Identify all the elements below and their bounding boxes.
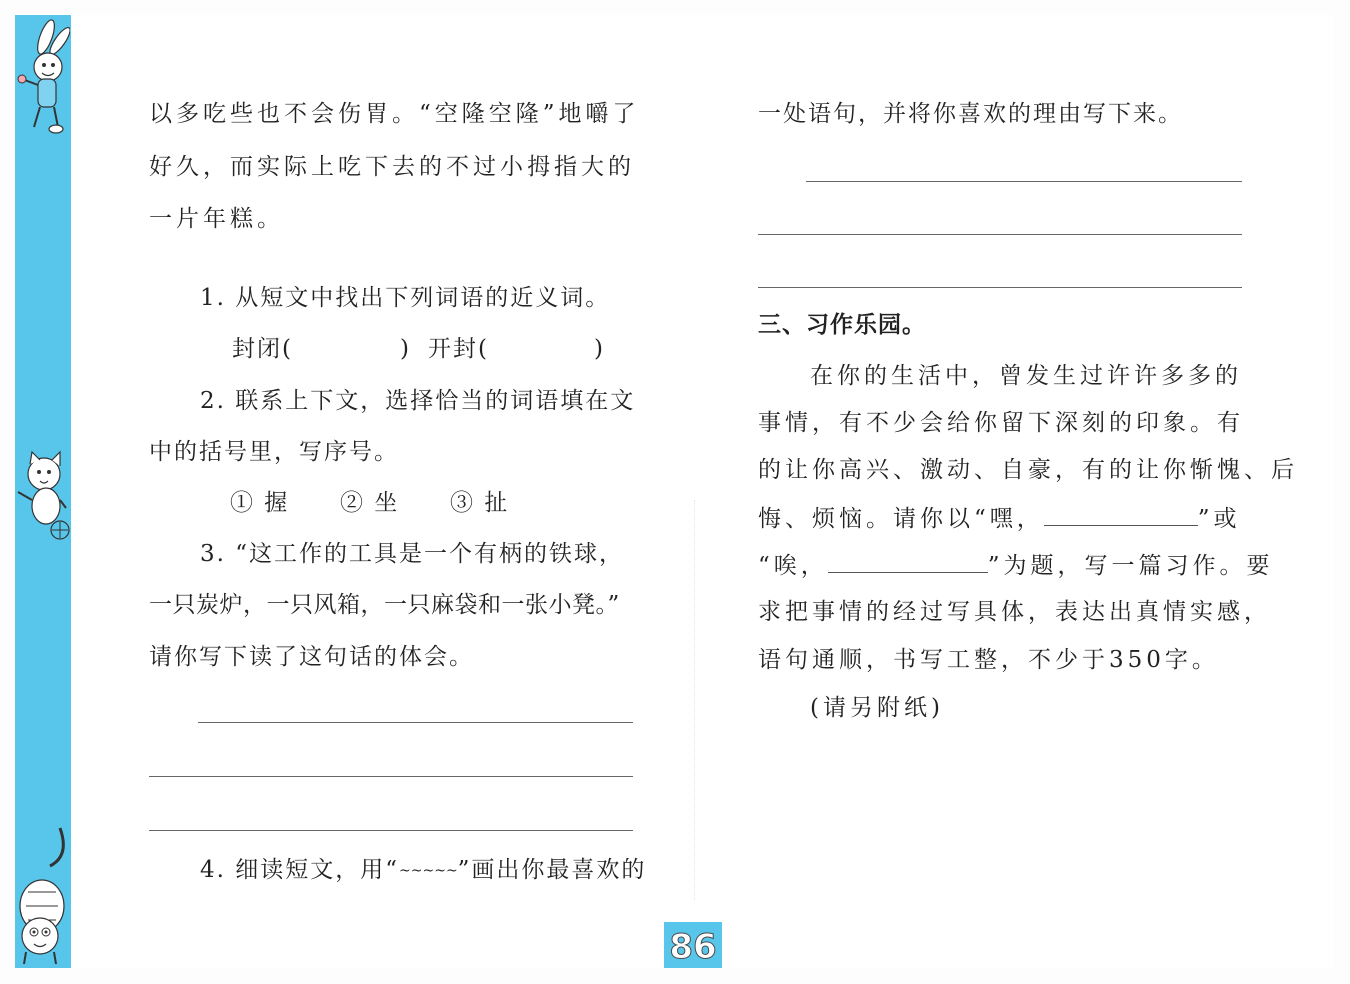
question-4-prompt-end: ”画出你最喜欢的	[457, 857, 647, 883]
title-prompt-sigh: “唉，	[758, 553, 828, 579]
title-prompt-or: ”或	[1197, 506, 1241, 532]
composition-line-7: 语句通顺，书写工整，不少于350字。	[758, 647, 1219, 673]
question-4-continued: 一处语句，并将你喜欢的理由写下来。	[758, 101, 1183, 127]
composition-line-6: 求把事情的经过写具体，表达出真情实感，	[758, 599, 1271, 625]
question-1-prompt: 1. 从短文中找出下列词语的近义词。	[200, 285, 611, 311]
answer-line-q4-1[interactable]	[806, 181, 1242, 182]
title-blank-hey[interactable]	[1044, 507, 1198, 526]
rabbit-illustration	[0, 15, 70, 135]
synonym-word-2: 开封(	[428, 336, 489, 362]
synonym-close-paren-1: )	[400, 336, 411, 362]
question-2-prompt-line-1: 2. 联系上下文，选择恰当的词语填在文	[200, 388, 636, 414]
question-2-prompt-line-2: 中的括号里，写序号。	[149, 439, 399, 465]
page-number: 86	[664, 922, 722, 968]
answer-line-q3-1[interactable]	[198, 722, 633, 723]
option-3: ③ 扯	[450, 490, 510, 516]
tiger-illustration	[0, 826, 70, 968]
composition-line-4	[758, 507, 1241, 531]
page-fold	[694, 500, 695, 900]
composition-line-1: 在你的生活中，曾发生过许许多多的	[810, 363, 1242, 389]
wavy-line-mark: ~~~~~	[399, 863, 458, 879]
passage-line-2: 好久，而实际上吃下去的不过小拇指大的	[149, 154, 635, 180]
passage-line-3: 一片年糕。	[149, 206, 284, 232]
composition-line-2: 事情，有不少会给你留下深刻的印象。有	[758, 410, 1244, 436]
answer-line-q4-2[interactable]	[758, 234, 1242, 235]
question-3-line-3: 请你写下读了这句话的体会。	[149, 644, 474, 670]
synonym-word-1: 封闭(	[232, 336, 293, 362]
attach-paper-note: (请另附纸)	[810, 695, 944, 721]
question-3-line-1: 3. “这工作的工具是一个有柄的铁球，	[200, 541, 625, 567]
question-3-line-2: 一只炭炉，一只风箱，一只麻袋和一张小凳。”	[149, 592, 620, 618]
passage-line-1: 以多吃些也不会伤胃。“空隆空隆”地嚼了	[149, 101, 640, 127]
section-3-heading: 三、习作乐园。	[758, 312, 926, 338]
question-4-prompt-start: 4. 细读短文，用“	[200, 857, 400, 883]
cat-illustration	[0, 448, 70, 548]
composition-line-5-end: ”为题，写一篇习作。要	[987, 553, 1274, 579]
composition-line-5	[758, 554, 1274, 578]
title-prompt-hey: 悔、烦恼。请你以“嘿，	[758, 506, 1044, 532]
answer-line-q3-3[interactable]	[149, 830, 633, 831]
answer-line-q4-3[interactable]	[758, 287, 1242, 288]
synonym-close-paren-2: )	[594, 336, 605, 362]
title-blank-sigh[interactable]	[828, 554, 988, 573]
option-1: ① 握	[230, 490, 290, 516]
question-4-prompt	[200, 859, 646, 882]
composition-line-3: 的让你高兴、激动、自豪，有的让你惭愧、后	[758, 457, 1298, 483]
answer-line-q3-2[interactable]	[149, 776, 633, 777]
option-2: ② 坐	[340, 490, 400, 516]
